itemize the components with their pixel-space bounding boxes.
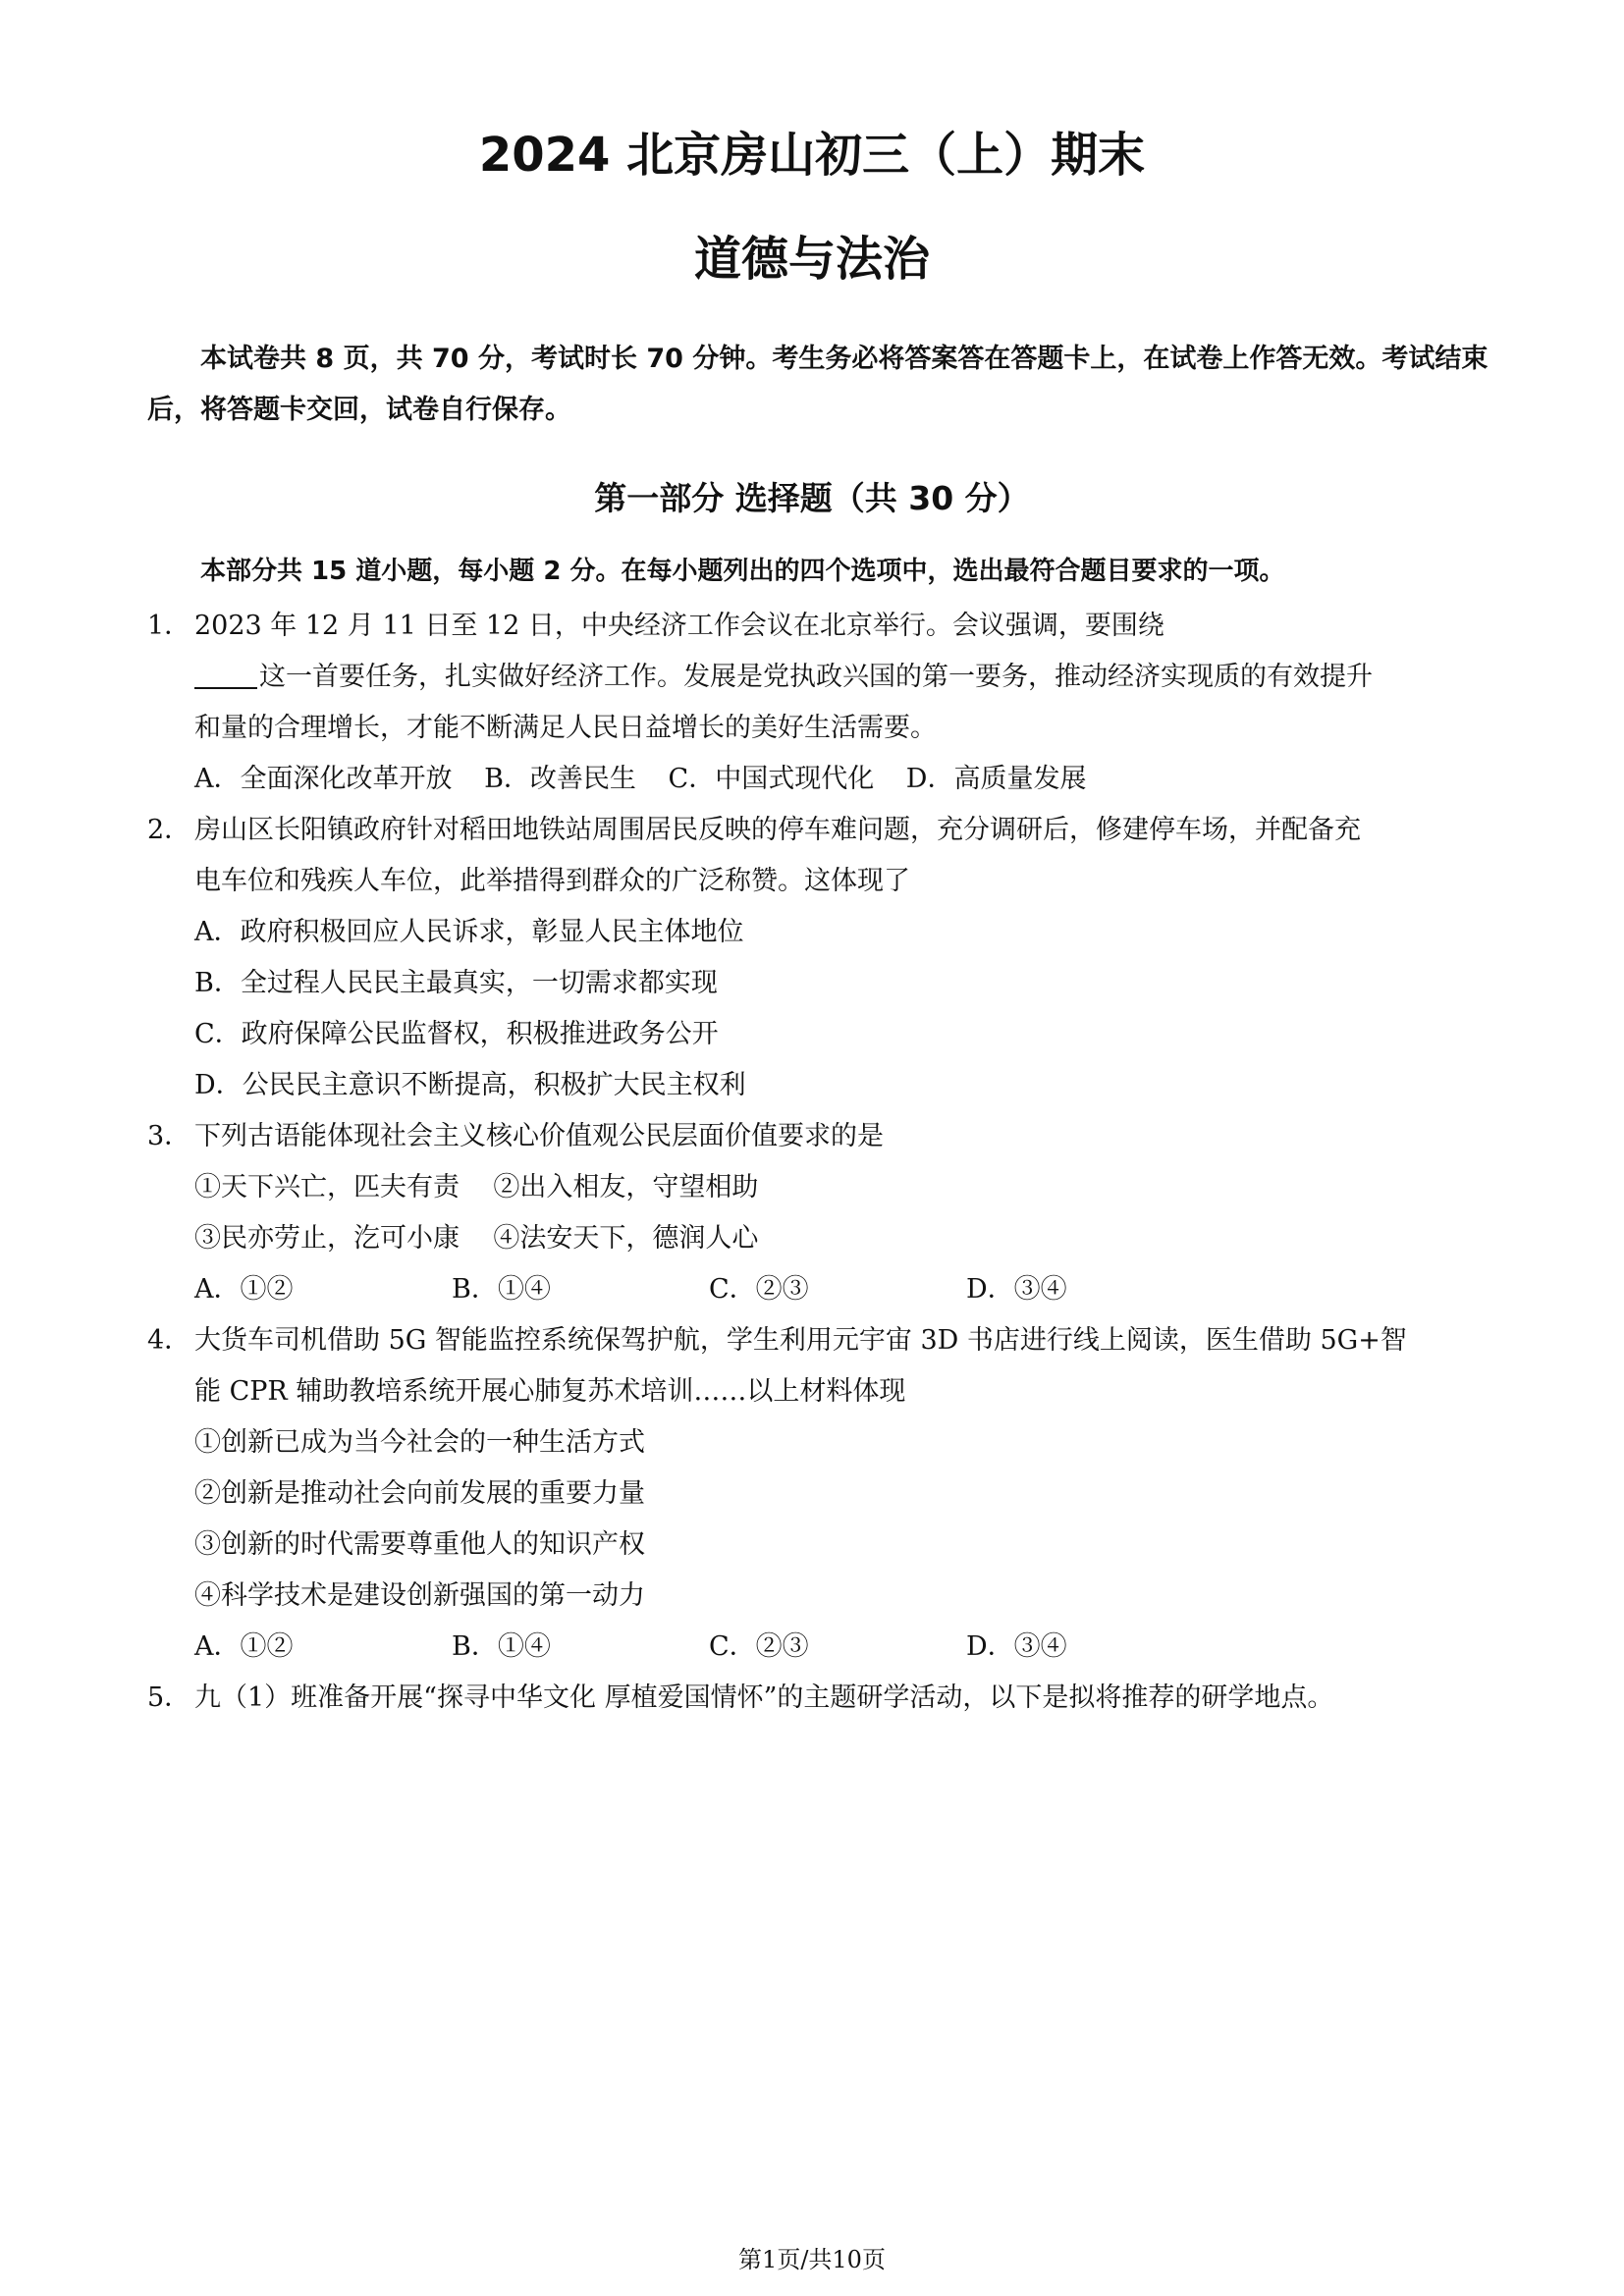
statement-item: ④科学技术是建设创新强国的第一动力: [194, 1580, 645, 1611]
page-title: 2024 北京房山初三（上）期末: [478, 128, 1146, 183]
question-stem-line: 能 CPR 辅助教培系统开展心肺复苏术培训……以上材料体现: [194, 1376, 906, 1407]
statement-item: ①创新已成为当今社会的一种生活方式: [194, 1427, 645, 1458]
option-b: B．①④: [452, 1274, 551, 1305]
question-stem-line: 房山区长阳镇政府针对稻田地铁站周围居民反映的停车难问题，充分调研后，修建停车场，并配备充: [194, 815, 1361, 845]
section-heading: 第一部分 选择题（共 30 分）: [594, 479, 1030, 517]
question-number: 5．: [147, 1682, 191, 1713]
question-stem-line: 下列古语能体现社会主义核心价值观公民层面价值要求的是: [194, 1121, 884, 1151]
question-stem-line: 电车位和残疾人车位，此举措得到群众的广泛称赞。这体现了: [194, 866, 910, 896]
answer-blank: [194, 658, 257, 689]
question-2: [147, 805, 1502, 1111]
question-number: 1．: [147, 611, 191, 641]
question-5: [147, 1673, 1502, 1724]
option-b: B．①④: [452, 1631, 551, 1662]
option-a: A．①②: [194, 1274, 294, 1305]
option-d: D．③④: [966, 1631, 1067, 1662]
statement-row: ③民亦劳止，汔可小康 ④法安天下，德润人心: [194, 1223, 759, 1254]
option-c: C．②③: [709, 1274, 809, 1305]
option-a: A．①②: [194, 1631, 294, 1662]
option-d: D．高质量发展: [905, 764, 1087, 794]
option-c: C．②③: [709, 1631, 809, 1662]
options-row: [194, 1622, 1502, 1673]
subject-title: 道德与法治: [693, 232, 930, 287]
option-d: D．公民民主意识不断提高，积极扩大民主权利: [194, 1070, 746, 1100]
question-stem-line: 2023 年 12 月 11 日至 12 日，中央经济工作会议在北京举行。会议强调，要围绕: [194, 611, 1164, 641]
statement-row: ①天下兴亡，匹夫有责 ②出入相友，守望相助: [194, 1172, 759, 1202]
options-row: [194, 1264, 1502, 1315]
question-stem-line: 和量的合理增长，才能不断满足人民日益增长的美好生活需要。: [194, 713, 937, 743]
section-note: 本部分共 15 道小题，每小题 2 分。在每小题列出的四个选项中，选出最符合题目要求的一项。: [200, 557, 1285, 586]
question-stem-text: 这一首要任务，扎实做好经济工作。发展是党执政兴国的第一要务，推动经济实现质的有效提升: [259, 662, 1373, 692]
question-number: 3．: [147, 1121, 191, 1151]
question-list: [147, 601, 1502, 1724]
exam-instructions: 本试卷共 8 页，共 70 分，考试时长 70 分钟。考生务必将答案答在答题卡上，在试卷上作答无效。考试结束后，将答题卡交回，试卷自行保存。: [147, 344, 1489, 425]
option-c: C．中国式现代化: [668, 764, 875, 794]
question-4: [147, 1315, 1502, 1673]
statement-item: ②创新是推动社会向前发展的重要力量: [194, 1478, 645, 1509]
question-stem-line-with-blank: [194, 652, 1502, 703]
question-number: 4．: [147, 1325, 191, 1356]
question-3: [147, 1111, 1502, 1315]
question-1: [147, 601, 1502, 805]
option-a: A．政府积极回应人民诉求，彰显人民主体地位: [194, 917, 744, 947]
question-stem-line: 九（1）班准备开展“探寻中华文化 厚植爱国情怀”的主题研学活动，以下是拟将推荐的研学地点。: [194, 1682, 1334, 1713]
option-c: C．政府保障公民监督权，积极推进政务公开: [194, 1019, 719, 1049]
options-row: [194, 754, 1502, 805]
option-b: B．改善民生: [484, 764, 636, 794]
option-b: B．全过程人民民主最真实，一切需求都实现: [194, 968, 718, 998]
question-number: 2．: [147, 815, 191, 845]
option-a: A．全面深化改革开放: [194, 764, 453, 794]
page-footer: 第1页/共10页: [738, 2246, 886, 2273]
statement-item: ③创新的时代需要尊重他人的知识产权: [194, 1529, 645, 1560]
option-d: D．③④: [966, 1274, 1067, 1305]
question-stem-line: 大货车司机借助 5G 智能监控系统保驾护航，学生利用元宇宙 3D 书店进行线上阅读，医生借助 5G+智: [194, 1325, 1407, 1356]
